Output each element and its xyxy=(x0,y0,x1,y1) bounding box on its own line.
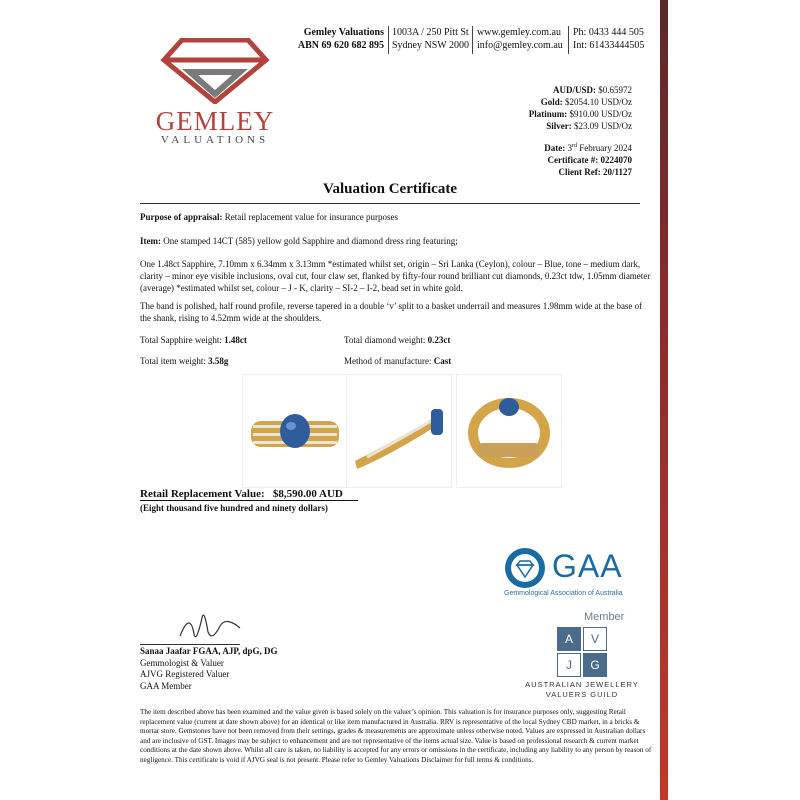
header-web-block xyxy=(477,26,563,52)
page-title: Valuation Certificate xyxy=(322,181,457,197)
address-line-2: Sydney NSW 2000 xyxy=(392,40,470,51)
company-abn: ABN 69 620 682 895 xyxy=(297,40,384,51)
value-underline xyxy=(140,500,358,501)
diamond-weight-value: 0.23ct xyxy=(427,335,451,345)
valuer-role-3: GAA Member xyxy=(140,680,192,691)
ring-top-icon xyxy=(457,375,561,487)
ajvg-line-2: VALUERS GUILD xyxy=(545,690,619,699)
value-amount: $8,590.00 AUD xyxy=(272,488,343,500)
item-weight xyxy=(140,355,340,367)
diamond-weight xyxy=(344,334,594,346)
header-divider xyxy=(388,26,389,54)
item-label: Item: xyxy=(140,236,161,246)
client-ref-label: Client Ref: xyxy=(558,167,601,177)
header-phone-block xyxy=(573,26,644,52)
audusd-label: AUD/USD: xyxy=(552,85,596,95)
website-link[interactable]: www.gemley.com.au xyxy=(477,27,561,38)
cert-number: 0224070 xyxy=(600,155,632,165)
purpose-label: Purpose of appraisal: xyxy=(140,212,223,222)
phone-number: Ph: 0433 444 505 xyxy=(573,27,644,38)
sapphire-weight-value: 1.48ct xyxy=(224,335,247,345)
company-name: Gemley Valuations xyxy=(303,27,384,38)
gold-label: Gold: xyxy=(540,97,563,107)
method-label: Method of manufacture: xyxy=(344,356,432,366)
platinum-value: $910.00 USD/Oz xyxy=(569,109,632,119)
disclaimer-text: The item described above has been examined and the value given is based solely on the valuer’s opinion. This valuation is for insurance purposes only, suggesting Retail replacement value (current at date shown above) for an identical or like item manufactured in Australia. RRV is representative of the local Sydney CBD market, in a bricks & mortar store. Gemstones have not been removed from their settings, grades & measurements are approximate unless otherwise noted. Values are expressed in Australian dollars and are inclusive of GST. Images may be subject to enhancement and are not representative of the items actual size. Value is based on professional research & current market conditions at the date shown above. Whilst all care is taken, no liability is accepted for any errors or omissions in the certificate, including any liability to any person by reason of negligence. This certificate is void if AJVG seal is not present. Please refer to Gemley Valuations Disclaimer for full terms & conditions. xyxy=(140,708,652,764)
client-ref: 20/1127 xyxy=(602,167,632,177)
title-rule xyxy=(140,203,640,204)
item-weight-value: 3.58g xyxy=(208,356,229,366)
valuer-role-1: Gemmologist & Valuer xyxy=(140,657,224,668)
address-line-1: 1003A / 250 Pitt St xyxy=(392,27,469,38)
date-rest: February 2024 xyxy=(579,143,632,153)
certificate-info xyxy=(544,140,632,178)
ajvg-name xyxy=(512,680,652,700)
valuer-block xyxy=(140,646,278,692)
ajvg-j: J xyxy=(557,653,581,677)
ajvg-v: V xyxy=(583,627,607,651)
item-line xyxy=(140,235,652,247)
manufacture-method xyxy=(344,355,594,367)
ring-photo-top xyxy=(456,374,562,488)
sapphire-weight xyxy=(140,334,340,346)
signature-line xyxy=(140,644,240,645)
valuer-role-2: AJVG Registered Valuer xyxy=(140,669,230,679)
brand-subtitle: VALUATIONS xyxy=(160,134,270,146)
ajvg-line-1: AUSTRALIAN JEWELLERY xyxy=(525,680,639,689)
gaa-abbreviation: GAA xyxy=(552,548,623,584)
ring-photo-side xyxy=(346,374,452,488)
replacement-value xyxy=(140,488,343,500)
ajvg-g: G xyxy=(583,653,607,677)
description-paragraph: One 1.48ct Sapphire, 7.10mm x 6.34mm x 3.13mm *estimated whilst set, origin – Sri Lanka (Ceylon), colour – Blue, tone – medium dark, clarity – minor eye visible inclusions, oval cut, four claw set, flanked by fifty-four round brilliant cut diamonds, 0.23ct tdw, 1.05mm diameter (average) *estimated whilst set, colour – J - K, clarity – SI-2 – I-2, bead set in white gold. xyxy=(140,259,651,293)
header-address-block xyxy=(392,26,469,52)
email-link[interactable]: info@gemley.com.au xyxy=(477,40,563,51)
valuer-name: Sanaa Jaafar FGAA, AJP, dpG, DG xyxy=(140,646,278,656)
platinum-label: Platinum: xyxy=(528,109,568,119)
ring-side-icon xyxy=(347,375,451,487)
purpose-text: Retail replacement value for insurance purposes xyxy=(224,212,398,222)
ajvg-logo xyxy=(557,627,607,677)
signature-icon xyxy=(170,606,250,646)
item-weight-label: Total item weight: xyxy=(140,356,206,366)
header-divider xyxy=(472,26,473,54)
gaa-seal-icon xyxy=(504,547,546,589)
date-suffix: rd xyxy=(572,143,577,149)
ring-photo-front xyxy=(242,374,348,488)
audusd-value: $0.65972 xyxy=(598,85,632,95)
gaa-full-name: Gemmological Association of Australia xyxy=(504,590,623,597)
member-label: Member xyxy=(584,611,625,623)
side-color-bar xyxy=(660,0,668,800)
ring-front-icon xyxy=(243,375,347,487)
purpose-line xyxy=(140,211,652,223)
value-label: Retail Replacement Value: xyxy=(140,488,265,500)
value-in-words: (Eight thousand five hundred and ninety dollars) xyxy=(140,503,328,513)
gold-value: $2054.10 USD/Oz xyxy=(565,97,632,107)
intl-number: Int: 61433444505 xyxy=(573,40,645,51)
gemley-logo-icon xyxy=(160,38,270,104)
header-divider xyxy=(568,26,569,54)
sapphire-weight-label: Total Sapphire weight: xyxy=(140,335,222,345)
band-paragraph: The band is polished, half round profile, reverse tapered in a double ‘v’ split to a basket underrail and measures 1.98mm wide at the base of the shank, rising to 4.52mm wide at the shoulders. xyxy=(140,301,643,323)
item-text: One stamped 14CT (585) yellow gold Sapphire and diamond dress ring featuring; xyxy=(163,236,458,246)
ajvg-a: A xyxy=(557,627,581,651)
cert-label: Certificate #: xyxy=(547,155,599,165)
date-label: Date: xyxy=(544,143,566,153)
brand-name: GEMLEY xyxy=(155,106,275,136)
date-day: 3 xyxy=(567,143,572,153)
silver-value: $23.09 USD/Oz xyxy=(574,121,632,131)
diamond-weight-label: Total diamond weight: xyxy=(344,335,426,345)
metal-rates xyxy=(529,84,632,132)
method-value: Cast xyxy=(433,356,452,366)
silver-label: Silver: xyxy=(546,121,572,131)
header-company-block xyxy=(296,26,384,52)
